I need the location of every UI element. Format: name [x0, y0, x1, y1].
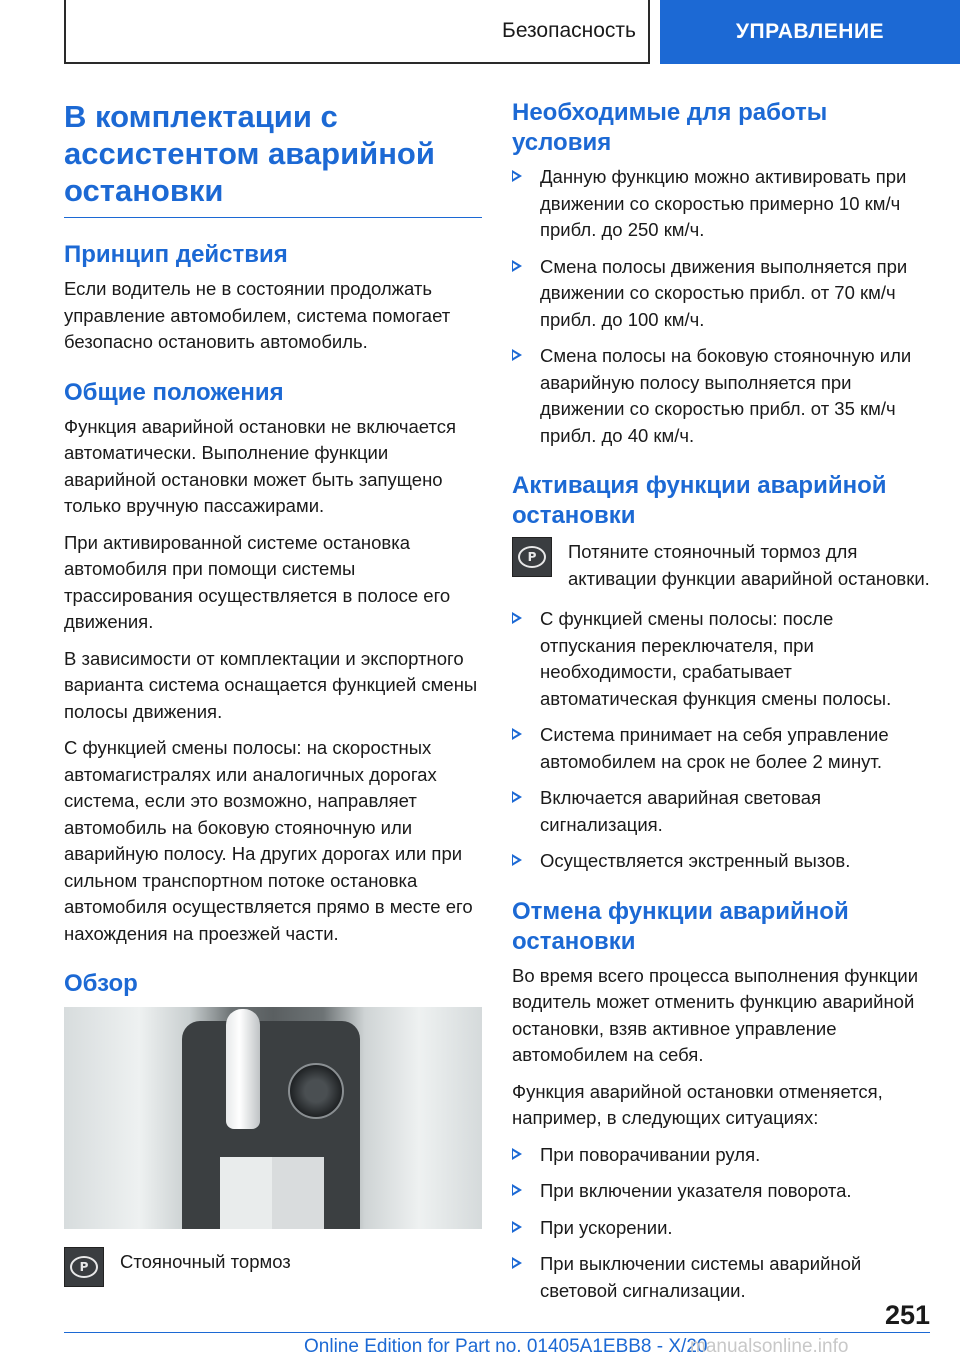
controller-knob [288, 1063, 344, 1119]
general-paragraph: В зависимости от комплектации и экспортного варианта система оснащается функцией смены полосы движения. [64, 647, 478, 722]
activation-heading: Активация функции аварийной остановки [512, 472, 887, 529]
general-paragraph: При активированной системе остановка автомобиля при помощи системы трассирования осуществляется в полосе его движения. [64, 531, 451, 632]
list-item: Смена полосы движения выполняется при движении со скоростью прибл. от 70 км/ч прибл. до 100 км/ч. [512, 254, 930, 334]
general-section [64, 378, 482, 948]
triangle-bullet-icon [512, 1148, 522, 1160]
cancel-paragraph: Во время всего процесса выполнения функции водитель может отменить функцию аварийной остановки, взяв активное управление автомобилем на себя. [512, 964, 919, 1065]
triangle-bullet-icon [512, 1221, 522, 1233]
left-column [64, 98, 482, 1301]
brake-button-area [220, 1157, 272, 1229]
list-item: При поворачивании руля. [512, 1142, 930, 1169]
footer-divider [64, 1332, 930, 1333]
cancel-paragraph: Функция аварийной остановки отменяется, например, в следующих ситуациях: [512, 1080, 883, 1128]
triangle-bullet-icon [512, 260, 522, 272]
triangle-bullet-icon [512, 1184, 522, 1196]
conditions-heading: Необходимые для работы условия [512, 99, 828, 156]
principle-text: Если водитель не в состоянии продолжать управление автомобилем, система помогает безопасно остановить автомобиль. [64, 278, 451, 352]
general-paragraph: Функция аварийной остановки не включается автоматически. Выполнение функции аварийной остановки может быть запущено только вручную пассажирами. [64, 415, 457, 516]
section-title: Безопасность [64, 0, 650, 64]
page-title: В комплектации с ассистентом аварийной остановки [64, 98, 482, 218]
list-item: Включается аварийная световая сигнализация. [512, 785, 930, 838]
triangle-bullet-icon [512, 728, 522, 740]
activation-list [512, 606, 930, 875]
triangle-bullet-icon [512, 1257, 522, 1269]
triangle-bullet-icon [512, 349, 522, 361]
cancel-section [512, 897, 930, 1305]
gear-selector [226, 1009, 260, 1129]
triangle-bullet-icon [512, 854, 522, 866]
console-button-area [272, 1157, 324, 1229]
parking-brake-icon: P [512, 537, 552, 577]
caption-text: Стояночный тормоз [120, 1251, 291, 1272]
general-heading: Общие положения [64, 378, 284, 406]
list-item: Осуществляется экстренный вызов. [512, 848, 930, 875]
activation-text: Потяните стояночный тормоз для активации функции аварийной остановки. [568, 541, 930, 589]
conditions-list [512, 164, 930, 449]
watermark: manualsonline.info [690, 1336, 849, 1357]
list-item: Система принимает на себя управление автомобилем на срок не более 2 минут. [512, 722, 930, 775]
list-item: При включении указателя поворота. [512, 1178, 930, 1205]
activation-instruction [512, 537, 930, 592]
overview-heading: Обзор [64, 970, 138, 997]
edition-text: Online Edition for Part no. 01405A1EBB8 - X/20 [304, 1336, 708, 1357]
list-item: Смена полосы на боковую стояночную или аварийную полосу выполняется при движении со скоростью прибл. от 35 км/ч прибл. до 40 км/ч. [512, 343, 930, 449]
general-paragraph: С функцией смены полосы: на скоростных автомагистралях или аналогичных дорогах система, если это возможно, направляет автомобиль на боковую стояночную или аварийную полосу. На других дорогах или при сильном транспортном потоке остановка автомобиля осуществляется прямо в месте его нахождения на проезжей части. [64, 737, 473, 944]
list-item: При ускорении. [512, 1215, 930, 1242]
triangle-bullet-icon [512, 791, 522, 803]
conditions-section [512, 98, 930, 449]
principle-section [64, 240, 482, 356]
parking-brake-caption [64, 1247, 482, 1287]
list-item: С функцией смены полосы: после отпускания переключателя, при необходимости, срабатывает автоматическая функция смены полосы. [512, 606, 930, 712]
activation-section [512, 471, 930, 875]
list-item: При выключении системы аварийной световой сигнализации. [512, 1251, 930, 1304]
parking-brake-icon: P [64, 1247, 104, 1287]
triangle-bullet-icon [512, 612, 522, 624]
page-number: 251 [884, 1300, 930, 1330]
center-console-photo [64, 1007, 482, 1229]
principle-heading: Принцип действия [64, 241, 288, 268]
overview-section [64, 969, 482, 1287]
triangle-bullet-icon [512, 170, 522, 182]
chapter-tab[interactable]: УПРАВЛЕНИЕ [660, 0, 960, 64]
right-column [512, 98, 930, 1314]
list-item: Данную функцию можно активировать при движении со скоростью примерно 10 км/ч прибл. до 250 км/ч. [512, 164, 930, 244]
page-header [64, 0, 960, 64]
cancel-heading: Отмена функции аварийной остановки [512, 897, 849, 955]
cancel-list [512, 1142, 930, 1305]
